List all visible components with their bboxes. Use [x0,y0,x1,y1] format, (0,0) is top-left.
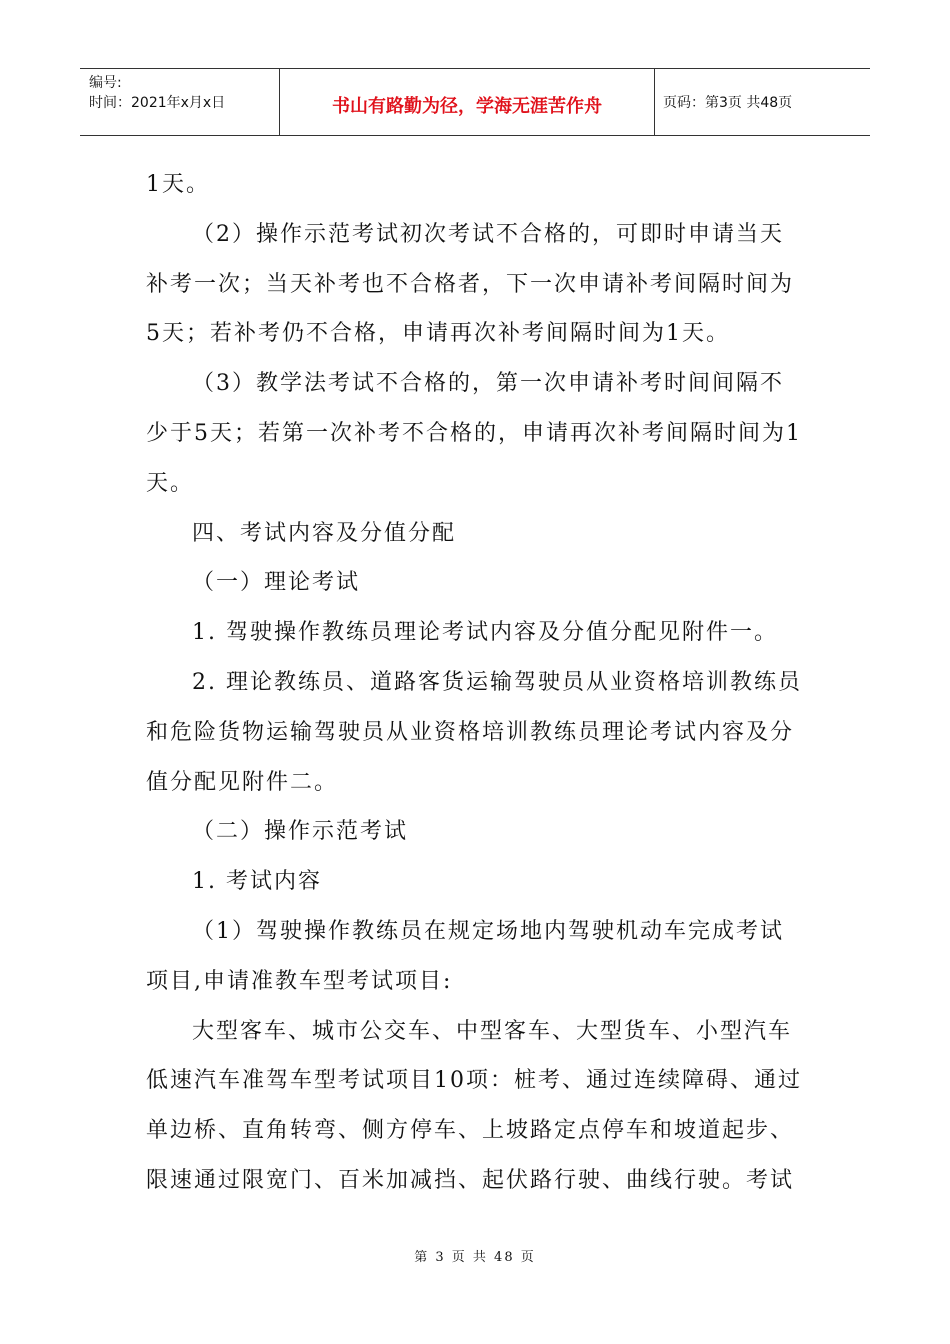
paragraph: （1）驾驶操作教练员在规定场地内驾驶机动车完成考试项目,申请准教车型考试项目: [146,918,784,994]
paragraph: 1天。 [146,172,210,197]
paragraph: 1. 考试内容 [192,869,322,895]
paragraph: （3）教学法考试不合格的，第一次申请补考时间间隔不少于5天；若第一次补考不合格的，申请再次补考间隔时间为1天。 [146,371,802,496]
header-page-info: 页码：第3页 共48页 [663,95,793,111]
header-meta [80,69,280,135]
document-body [146,160,806,1206]
document-number-label: 编号: [89,75,122,91]
header-motto: 书山有路勤为径，学海无涯苦作舟 [280,69,655,135]
paragraph: （2）操作示范考试初次考试不合格的，可即时申请当天补考一次；当天补考也不合格者，下一次申请补考间隔时间为5天；若补考仍不合格，申请再次补考间隔时间为1天。 [146,221,795,347]
paragraph: 1. 驾驶操作教练员理论考试内容及分值分配见附件一。 [192,620,778,646]
page-footer: 第 3 页 共 48 页 [414,1250,536,1265]
document-time-label: 时间：2021年x月x日 [89,95,226,111]
paragraph: 大型客车、城市公交车、中型客车、大型货车、小型汽车低速汽车准驾车型考试项目10项：桩考、通过连续障碍、通过单边桥、直角转弯、侧方停车、上坡路定点停车和坡道起步、限速通过限宽门、百米加减挡、起伏路行驶、曲线行驶。考试 [146,1018,802,1193]
page-header [80,68,870,136]
subsection-heading: （一）理论考试 [192,570,361,596]
paragraph: 2. 理论教练员、道路客货运输驾驶员从业资格培训教练员和危险货物运输驾驶员从业资格培训教练员理论考试内容及分值分配见附件二。 [146,669,802,795]
subsection-heading: （二）操作示范考试 [192,819,409,845]
section-heading: 四、考试内容及分值分配 [192,520,457,546]
